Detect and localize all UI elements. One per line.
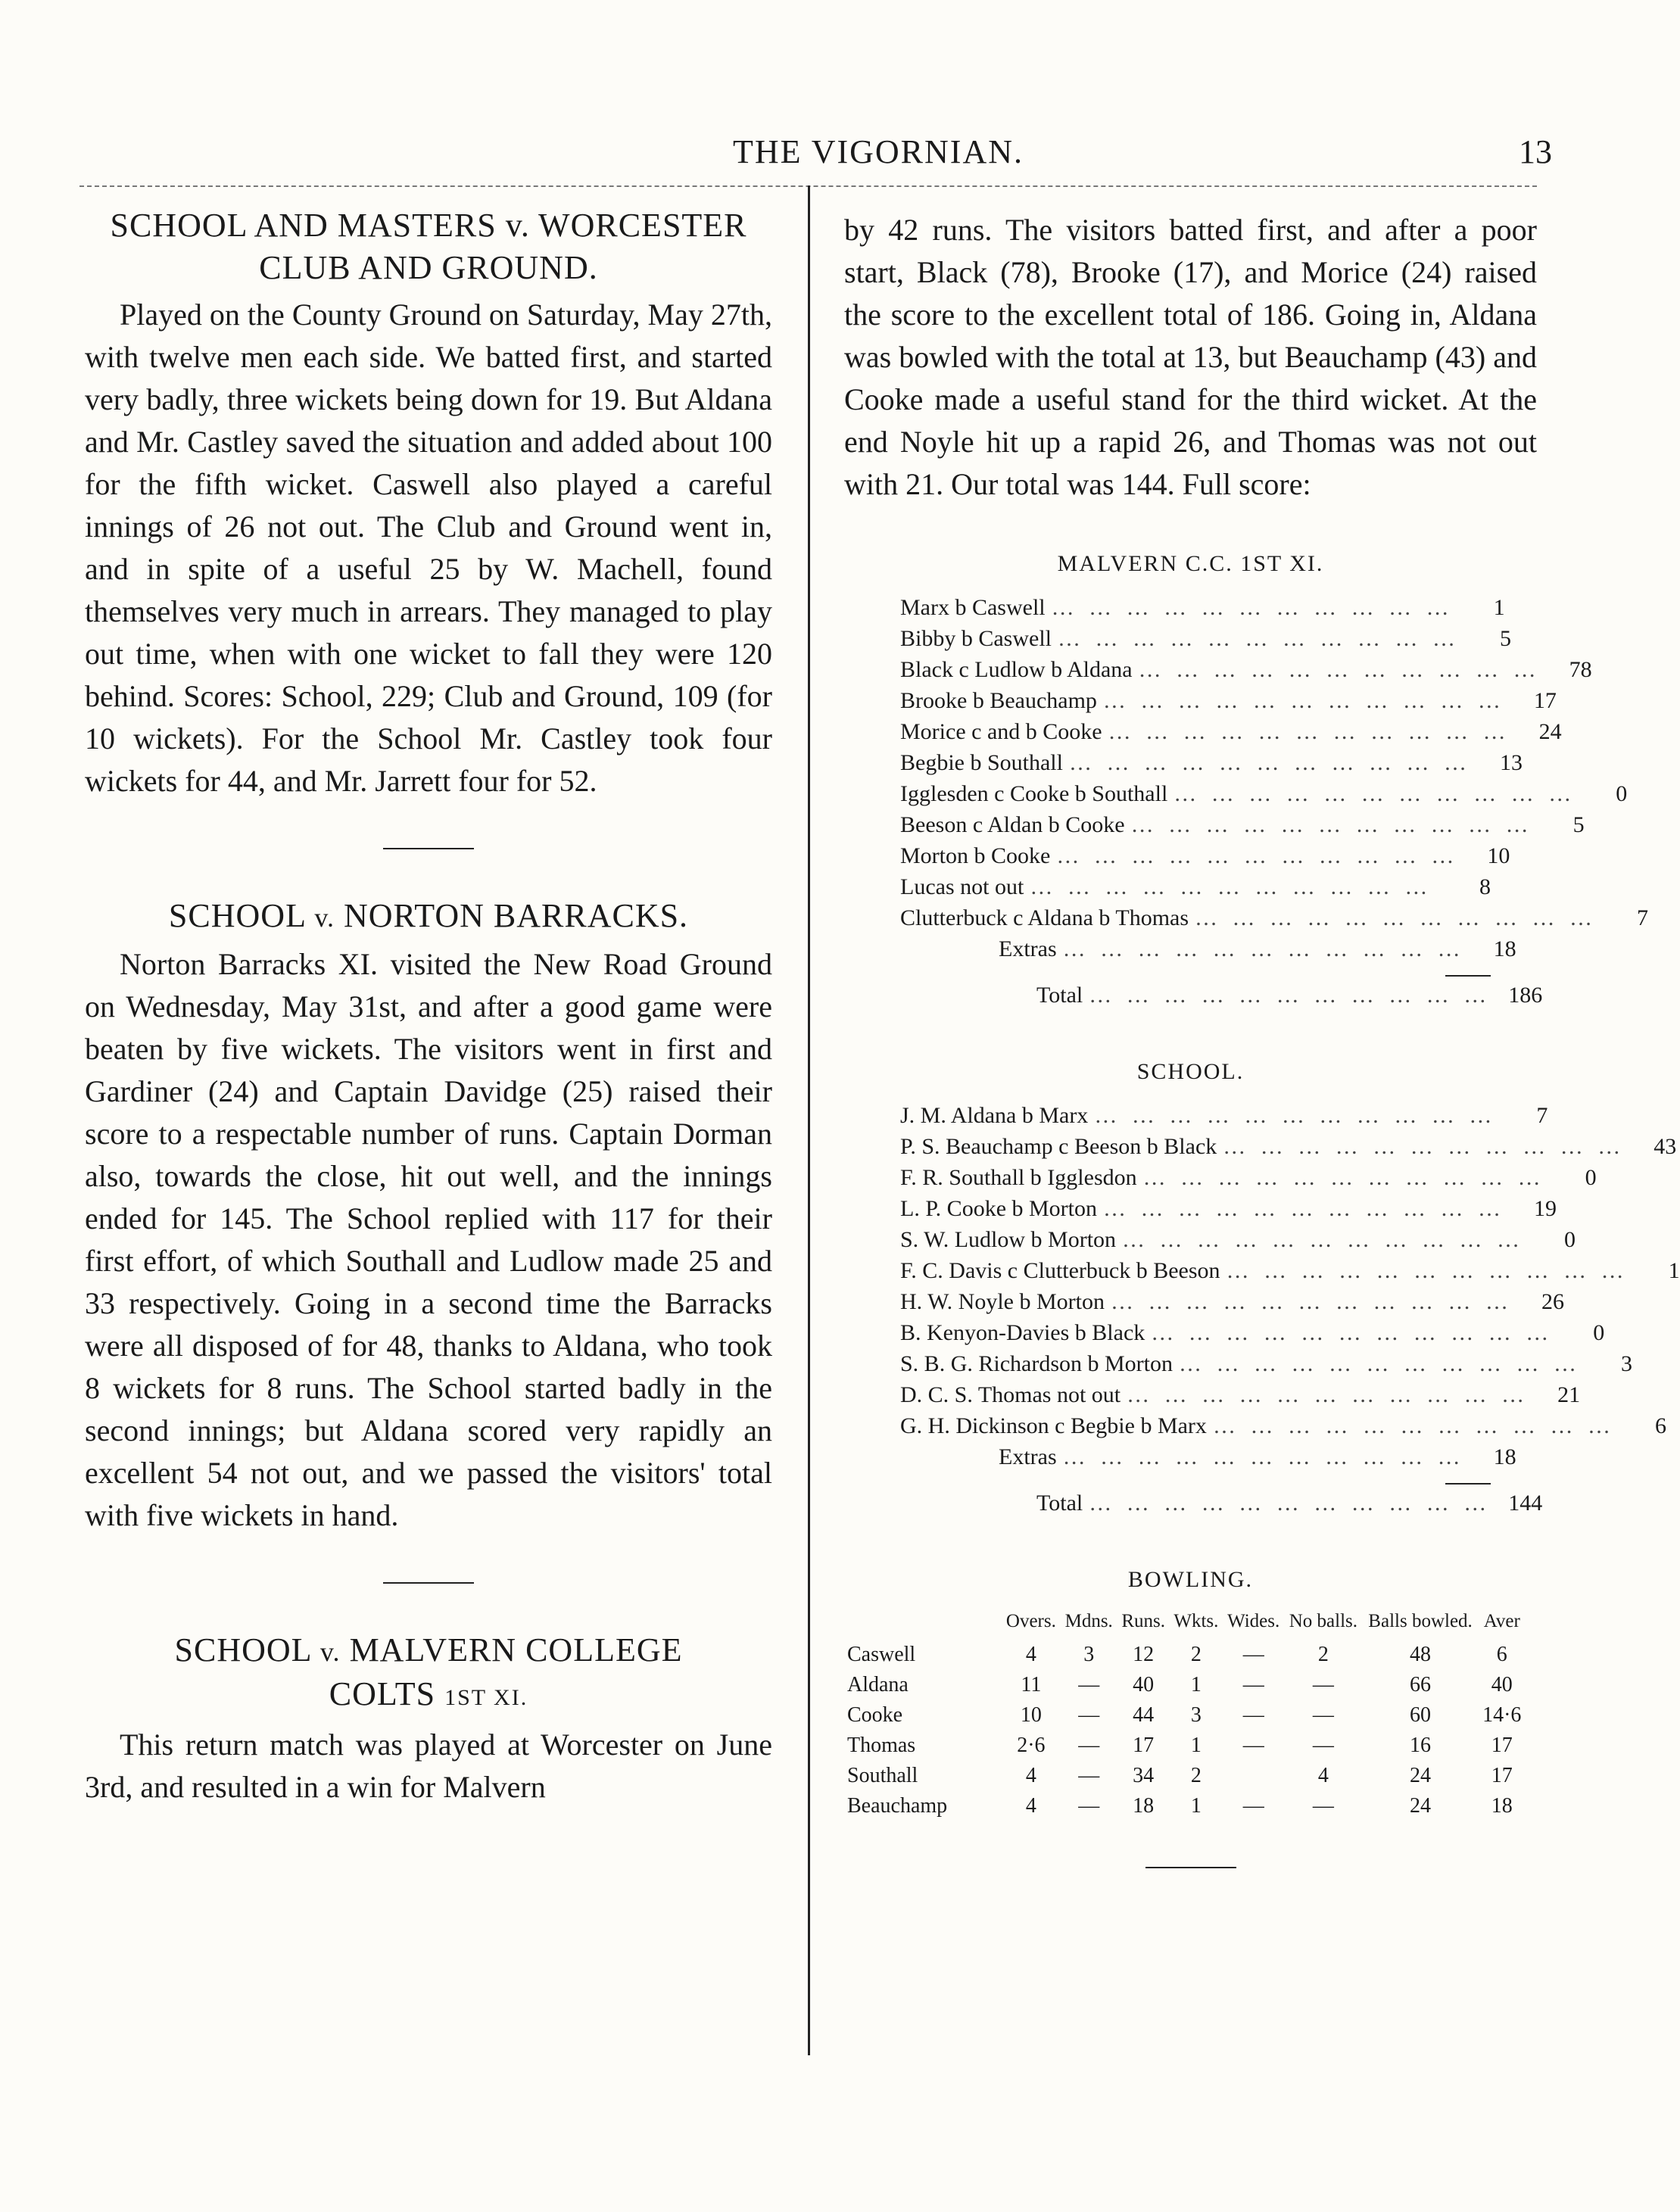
bowling-heading: BOWLING. bbox=[1127, 1567, 1254, 1592]
bowler-name: Caswell bbox=[847, 1643, 916, 1666]
batting-row bbox=[900, 626, 1511, 657]
bowling-body bbox=[844, 1640, 1526, 1821]
bowling-column-header: Overs. bbox=[1005, 1611, 1056, 1631]
bowling-cell: 2·6 bbox=[1017, 1734, 1046, 1757]
batting-row bbox=[900, 1258, 1680, 1289]
bowling-cell: 34 bbox=[1133, 1764, 1155, 1787]
leader-dots: … … … … … … … … … … … bbox=[1151, 1320, 1554, 1345]
batting-row bbox=[900, 1351, 1632, 1382]
leader-dots: … … … … … … … … … … … bbox=[1051, 595, 1454, 620]
leader-dots: … … … … … … … … … … … bbox=[1195, 905, 1597, 930]
batting-row bbox=[900, 1134, 1677, 1165]
batting-row bbox=[900, 1382, 1581, 1413]
article-body-3-start: This return match was played at Worcester on June 3rd, and resulted in a win for Malvern bbox=[85, 1728, 772, 1804]
article-title-3-line2a: COLTS bbox=[329, 1675, 436, 1712]
bowling-cell: 40 bbox=[1133, 1673, 1155, 1696]
bowling-row bbox=[844, 1670, 1526, 1700]
bowling-column-header: Wides. bbox=[1227, 1611, 1280, 1631]
article-title-2-part2: NORTON BARRACKS. bbox=[343, 897, 689, 934]
bowling-cell: 24 bbox=[1410, 1764, 1432, 1787]
bowling-cell: — bbox=[1242, 1673, 1264, 1696]
runs-value: 186 bbox=[1508, 983, 1543, 1008]
school-scorecard bbox=[900, 1103, 1680, 1522]
batsman-dismissal: F. R. Southall b Igglesdon bbox=[900, 1165, 1137, 1190]
leader-dots: … … … … … … … … … … … bbox=[1089, 1491, 1491, 1516]
runs-value: 18 bbox=[1493, 1444, 1516, 1469]
leader-dots: … … … … … … … … … … … bbox=[1127, 1382, 1529, 1407]
bowling-column-header: Wkts. bbox=[1174, 1611, 1219, 1631]
total-row bbox=[900, 983, 1543, 1014]
bowling-cell: — bbox=[1312, 1734, 1334, 1757]
article-title-3-line2b: 1ST XI. bbox=[444, 1685, 528, 1710]
bowling-cell: — bbox=[1242, 1794, 1264, 1818]
bowling-cell: 4 bbox=[1025, 1643, 1036, 1666]
batting-row bbox=[900, 1196, 1557, 1227]
runs-value: 17 bbox=[1533, 688, 1557, 713]
article-body-2: Norton Barracks XI. visited the New Road Ground on Wednesday, May 31st, and after a good game were beaten by five wickets. The visitors went in first and Gardiner (24) and Captain Davidge (25) raised their score to a respectable number of runs. Captain Dorman also, towards the close, hit out well, and the innings ended for 145. The School replied with 117 for their first effort, of which Southall and Ludlow made 25 and 33 respectively. Going in a second time the Barracks were all disposed of for 48, thanks to Aldana, who took 8 wickets for 8 runs. The School started badly in the second innings; but Aldana scored very rapidly an excellent 54 not out, and we passed the visitors' total with five wickets in hand. bbox=[85, 947, 772, 1532]
runs-value: 0 bbox=[1593, 1320, 1605, 1345]
article-body-3-continued: by 42 runs. The visitors batted first, and after a poor start, Black (78), Brooke (17), and Morice (24) raised the score to the excellent total of 186. Going in, Aldana was bowled with the total at 13, but Beauchamp (43) and Cooke made a useful stand for the third wicket. At the end Noyle hit up a rapid 26, and Thomas was not out with 21. Our total was 144. Full score: bbox=[844, 213, 1537, 501]
runs-value: 5 bbox=[1572, 812, 1585, 837]
bowling-cell: — bbox=[1242, 1734, 1264, 1757]
batsman-dismissal: Extras bbox=[999, 936, 1057, 961]
batting-row bbox=[900, 1413, 1666, 1444]
bowling-cell: 1 bbox=[1190, 1794, 1202, 1818]
article-title-3-part2: MALVERN COLLEGE bbox=[349, 1631, 683, 1668]
batting-row bbox=[900, 874, 1491, 905]
bowler-column-header bbox=[844, 1611, 1002, 1640]
bowling-column-header: Balls bowled. bbox=[1368, 1611, 1473, 1631]
bowling-column-header: Aver bbox=[1483, 1611, 1520, 1631]
bowling-cell: 17 bbox=[1491, 1764, 1513, 1787]
bowling-cell: 60 bbox=[1410, 1703, 1432, 1727]
bowling-cell: 18 bbox=[1491, 1794, 1513, 1818]
bowling-cell: — bbox=[1078, 1794, 1100, 1818]
right-column bbox=[844, 204, 1680, 1868]
bowling-cell: 14·6 bbox=[1482, 1703, 1522, 1727]
leader-dots: … … … … … … … … … … … bbox=[1102, 688, 1505, 713]
runs-value: 24 bbox=[1538, 719, 1562, 744]
bowling-cell: 2 bbox=[1317, 1643, 1329, 1666]
leader-dots: … … … … … … … … … … … bbox=[1212, 1413, 1615, 1438]
leader-dots: … … … … … … … … … … … bbox=[1179, 1351, 1581, 1376]
batting-row bbox=[900, 750, 1523, 781]
total-rule bbox=[1445, 975, 1491, 977]
bowling-table bbox=[844, 1611, 1526, 1821]
bowling-row bbox=[844, 1640, 1526, 1670]
batsman-dismissal: Marx b Caswell bbox=[900, 595, 1046, 620]
bowling-cell: 40 bbox=[1491, 1673, 1513, 1696]
batsman-dismissal: Lucas not out bbox=[900, 874, 1024, 899]
bowling-cell: — bbox=[1078, 1734, 1100, 1757]
batsman-dismissal: H. W. Noyle b Morton bbox=[900, 1289, 1105, 1314]
extras-row bbox=[900, 936, 1516, 967]
batting-row bbox=[900, 1103, 1548, 1134]
leader-dots: … … … … … … … … … … … bbox=[1226, 1258, 1629, 1283]
batting-row bbox=[900, 905, 1649, 936]
page-header bbox=[76, 132, 1552, 178]
bowling-cell: 3 bbox=[1190, 1703, 1202, 1727]
bowling-row bbox=[844, 1731, 1526, 1761]
bowling-cell: — bbox=[1078, 1673, 1100, 1696]
runs-value: 13 bbox=[1499, 750, 1523, 775]
bowler-name: Thomas bbox=[847, 1734, 916, 1757]
leader-dots: … … … … … … … … … … … bbox=[1030, 874, 1432, 899]
runs-value: 3 bbox=[1621, 1351, 1632, 1376]
malvern-scorecard bbox=[900, 595, 1649, 1014]
article-title-2-part1: SCHOOL bbox=[168, 897, 306, 934]
bowling-column-header: Mdns. bbox=[1064, 1611, 1113, 1631]
batsman-dismissal: Black c Ludlow b Aldana bbox=[900, 657, 1133, 682]
runs-value: 10 bbox=[1487, 843, 1510, 868]
batsman-dismissal: P. S. Beauchamp c Beeson b Black bbox=[900, 1134, 1217, 1159]
batting-row bbox=[900, 657, 1592, 688]
leader-dots: … … … … … … … … … … … bbox=[1174, 781, 1576, 806]
extras-row bbox=[900, 1444, 1516, 1475]
batting-row bbox=[900, 1227, 1576, 1258]
bowling-column-header: Runs. bbox=[1121, 1611, 1165, 1631]
bowling-cell: 4 bbox=[1025, 1794, 1036, 1818]
bowling-cell: 17 bbox=[1133, 1734, 1155, 1757]
runs-value: 19 bbox=[1534, 1196, 1557, 1221]
bowling-cell: 6 bbox=[1496, 1643, 1507, 1666]
leader-dots: … … … … … … … … … … … bbox=[1062, 936, 1465, 961]
runs-value: 0 bbox=[1616, 781, 1628, 806]
bowling-cell: — bbox=[1312, 1703, 1334, 1727]
bowling-cell: — bbox=[1312, 1794, 1334, 1818]
section-separator bbox=[383, 1582, 474, 1584]
batsman-dismissal: L. P. Cooke b Morton bbox=[900, 1196, 1098, 1221]
bowling-cell: — bbox=[1078, 1703, 1100, 1727]
leader-dots: … … … … … … … … … … … bbox=[1062, 1444, 1465, 1469]
batsman-dismissal: G. H. Dickinson c Begbie b Marx bbox=[900, 1413, 1207, 1438]
page-number: 13 bbox=[1519, 133, 1552, 170]
batsman-dismissal: Igglesden c Cooke b Southall bbox=[900, 781, 1168, 806]
runs-value: 144 bbox=[1508, 1491, 1543, 1516]
bowler-name: Cooke bbox=[847, 1703, 903, 1727]
runs-value: 78 bbox=[1569, 657, 1592, 682]
bowling-cell: 10 bbox=[1020, 1703, 1042, 1727]
batsman-dismissal: Begbie b Southall bbox=[900, 750, 1063, 775]
batting-row bbox=[900, 843, 1510, 874]
bowling-cell: 24 bbox=[1410, 1794, 1432, 1818]
bowler-name: Beauchamp bbox=[847, 1794, 948, 1818]
runs-value: 0 bbox=[1585, 1165, 1597, 1190]
runs-value: 18 bbox=[1493, 936, 1516, 961]
article-title-1-line1: SCHOOL AND MASTERS v. WORCESTER bbox=[110, 207, 747, 244]
article-body-1: Played on the County Ground on Saturday, May 27th, with twelve men each side. We batted first, and started very badly, three wickets being down for 19. But Aldana and Mr. Castley saved the situation and added about 100 for the fifth wicket. Caswell also played a careful innings of 26 not out. The Club and Ground went in, and in spite of a useful 25 by W. Machell, found themselves very much in arrears. They managed to play out time, when with one wicket to fall they were 120 behind. Scores: School, 229; Club and Ground, 109 (for 10 wickets). For the School Mr. Castley took four wickets for 44, and Mr. Jarrett four for 52. bbox=[85, 298, 772, 798]
leader-dots: … … … … … … … … … … … bbox=[1111, 1289, 1513, 1314]
bowling-cell: 44 bbox=[1133, 1703, 1155, 1727]
runs-value: 43 bbox=[1654, 1134, 1677, 1159]
bowling-cell: — bbox=[1312, 1673, 1334, 1696]
bowling-cell: — bbox=[1078, 1764, 1100, 1787]
batting-row bbox=[900, 719, 1562, 750]
article-title-2 bbox=[85, 895, 772, 939]
article-title-3-part1: SCHOOL bbox=[174, 1631, 311, 1668]
batsman-dismissal: Clutterbuck c Aldana b Thomas bbox=[900, 905, 1189, 930]
leader-dots: … … … … … … … … … … … bbox=[1056, 843, 1459, 868]
batsman-dismissal: Morton b Cooke bbox=[900, 843, 1051, 868]
batting-row bbox=[900, 595, 1505, 626]
bowling-cell: 4 bbox=[1317, 1764, 1329, 1787]
leader-dots: … … … … … … … … … … … bbox=[1068, 750, 1471, 775]
left-column bbox=[85, 204, 772, 1809]
bowling-cell: 17 bbox=[1491, 1734, 1513, 1757]
leader-dots: … … … … … … … … … … … bbox=[1103, 1196, 1506, 1221]
batting-row bbox=[900, 812, 1585, 843]
bowling-cell: 1 bbox=[1190, 1734, 1202, 1757]
total-row bbox=[900, 1491, 1543, 1522]
bowling-cell: 11 bbox=[1021, 1673, 1042, 1696]
batsman-dismissal: S. W. Ludlow b Morton bbox=[900, 1227, 1117, 1252]
batsman-dismissal: Brooke b Beauchamp bbox=[900, 688, 1097, 713]
bowling-column-header: No balls. bbox=[1289, 1611, 1358, 1631]
runs-value: 6 bbox=[1654, 1413, 1666, 1438]
batsman-dismissal: J. M. Aldana b Marx bbox=[900, 1103, 1089, 1128]
runs-value: 1 bbox=[1668, 1258, 1680, 1283]
article-title-3-vs: v. bbox=[319, 1637, 341, 1667]
batsman-dismissal: Total bbox=[1036, 983, 1083, 1008]
leader-dots: … … … … … … … … … … … bbox=[1142, 1165, 1545, 1190]
bowling-row bbox=[844, 1761, 1526, 1791]
runs-value: 8 bbox=[1479, 874, 1491, 899]
bowling-cell: 2 bbox=[1190, 1764, 1202, 1787]
bowling-cell: 3 bbox=[1083, 1643, 1095, 1666]
bowling-cell: 16 bbox=[1410, 1734, 1432, 1757]
bowling-cell: 12 bbox=[1133, 1643, 1155, 1666]
runs-value: 5 bbox=[1500, 626, 1511, 651]
batting-row bbox=[900, 1165, 1597, 1196]
bowling-cell: 4 bbox=[1025, 1764, 1036, 1787]
bowling-cell: 48 bbox=[1410, 1643, 1432, 1666]
leader-dots: … … … … … … … … … … … bbox=[1094, 1103, 1497, 1128]
article-title-1 bbox=[85, 204, 772, 289]
section-separator bbox=[1145, 1867, 1236, 1868]
runs-value: 7 bbox=[1637, 905, 1649, 930]
batting-row bbox=[900, 1320, 1605, 1351]
article-title-1-line2: CLUB AND GROUND. bbox=[259, 249, 598, 286]
school-innings-heading: SCHOOL. bbox=[1136, 1059, 1245, 1084]
bowling-cell bbox=[1223, 1761, 1284, 1791]
bowling-cell: 2 bbox=[1190, 1643, 1202, 1666]
batsman-dismissal: Beeson c Aldan b Cooke bbox=[900, 812, 1125, 837]
batting-row bbox=[900, 1289, 1564, 1320]
leader-dots: … … … … … … … … … … … bbox=[1130, 812, 1533, 837]
running-title: THE VIGORNIAN. bbox=[732, 133, 1024, 170]
article-title-3 bbox=[85, 1629, 772, 1719]
bowling-cell: — bbox=[1242, 1643, 1264, 1666]
batting-row bbox=[900, 688, 1557, 719]
leader-dots: … … … … … … … … … … … bbox=[1058, 626, 1460, 651]
bowling-row bbox=[844, 1791, 1526, 1821]
batsman-dismissal: Bibby b Caswell bbox=[900, 626, 1052, 651]
runs-value: 7 bbox=[1536, 1103, 1548, 1128]
bowling-cell: 1 bbox=[1190, 1673, 1202, 1696]
leader-dots: … … … … … … … … … … … bbox=[1138, 657, 1541, 682]
batsman-dismissal: D. C. S. Thomas not out bbox=[900, 1382, 1121, 1407]
runs-value: 21 bbox=[1557, 1382, 1581, 1407]
total-rule bbox=[1445, 1483, 1491, 1485]
runs-value: 0 bbox=[1564, 1227, 1576, 1252]
batsman-dismissal: Total bbox=[1036, 1491, 1083, 1516]
bowler-name: Aldana bbox=[847, 1673, 909, 1696]
bowling-row bbox=[844, 1700, 1526, 1731]
bowling-cell: — bbox=[1242, 1703, 1264, 1727]
batsman-dismissal: Morice c and b Cooke bbox=[900, 719, 1102, 744]
section-separator bbox=[383, 848, 474, 849]
runs-value: 1 bbox=[1493, 595, 1505, 620]
bowling-cell: 18 bbox=[1133, 1794, 1155, 1818]
leader-dots: … … … … … … … … … … … bbox=[1223, 1134, 1625, 1159]
article-title-2-vs: v. bbox=[314, 902, 335, 933]
batsman-dismissal: S. B. G. Richardson b Morton bbox=[900, 1351, 1173, 1376]
column-divider bbox=[808, 185, 810, 2055]
leader-dots: … … … … … … … … … … … bbox=[1122, 1227, 1525, 1252]
batting-row bbox=[900, 781, 1628, 812]
batsman-dismissal: B. Kenyon-Davies b Black bbox=[900, 1320, 1145, 1345]
bowling-header-row bbox=[844, 1611, 1526, 1640]
bowling-cell: 66 bbox=[1410, 1673, 1432, 1696]
malvern-innings-heading: MALVERN C.C. 1ST XI. bbox=[1057, 551, 1324, 576]
runs-value: 26 bbox=[1541, 1289, 1564, 1314]
leader-dots: … … … … … … … … … … … bbox=[1108, 719, 1510, 744]
bowler-name: Southall bbox=[847, 1764, 918, 1787]
batsman-dismissal: Extras bbox=[999, 1444, 1057, 1469]
batsman-dismissal: F. C. Davis c Clutterbuck b Beeson bbox=[900, 1258, 1220, 1283]
leader-dots: … … … … … … … … … … … bbox=[1089, 983, 1491, 1008]
